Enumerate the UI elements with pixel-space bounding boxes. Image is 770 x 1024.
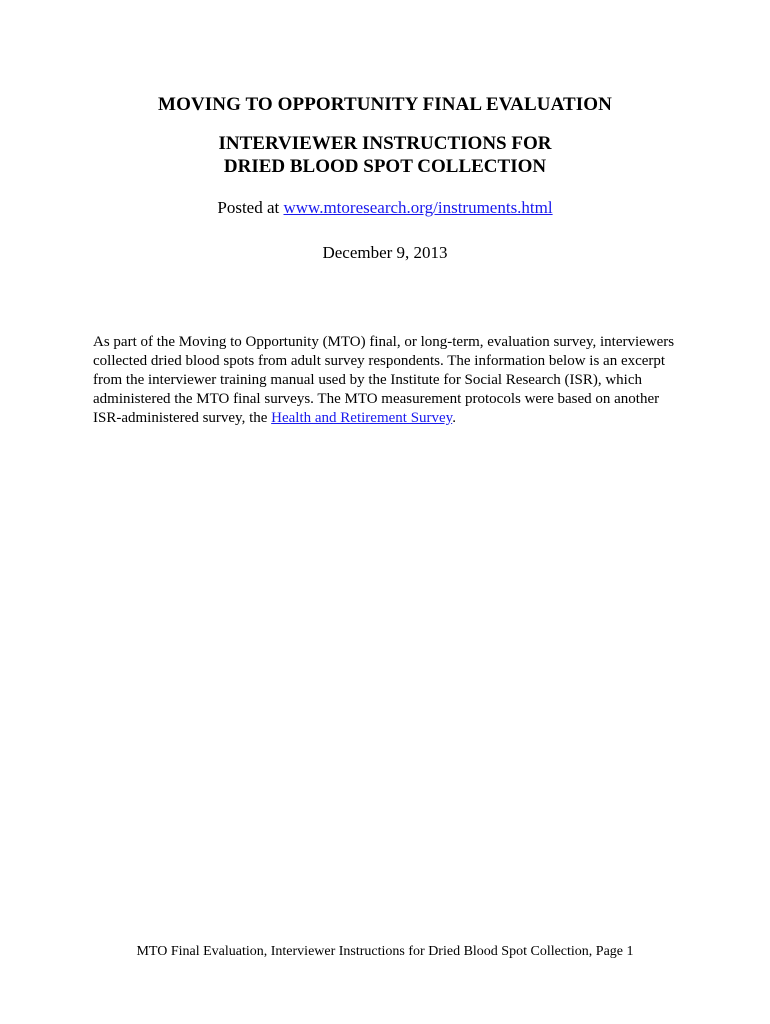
intro-line-5 <box>93 409 693 428</box>
document-subtitle-line-2: DRIED BLOOD SPOT COLLECTION <box>223 156 547 177</box>
intro-last-prefix: ISR-administered survey, the <box>93 410 272 426</box>
posted-prefix: Posted at <box>217 198 284 217</box>
intro-line-2: collected dried blood spots from adult survey respondents. The information below is an excerpt <box>93 353 666 369</box>
intro-paragraph <box>93 333 693 428</box>
intro-line-3: from the interviewer training manual used by the Institute for Social Research (ISR), which <box>93 372 643 388</box>
posted-at-line <box>0 198 770 218</box>
health-retirement-survey-link[interactable]: Health and Retirement Survey <box>271 410 453 426</box>
intro-line-4: administered the MTO final surveys. The MTO measurement protocols were based on another <box>93 391 660 407</box>
document-date: December 9, 2013 <box>322 243 448 262</box>
document-title: MOVING TO OPPORTUNITY FINAL EVALUATION <box>158 94 612 115</box>
page-footer: MTO Final Evaluation, Interviewer Instructions for Dried Blood Spot Collection, Page 1 <box>136 944 634 959</box>
intro-last-suffix: . <box>452 410 456 426</box>
intro-line-1: As part of the Moving to Opportunity (MTO) final, or long-term, evaluation survey, interviewers <box>93 334 675 350</box>
instruments-link[interactable]: www.mtoresearch.org/instruments.html <box>283 198 553 217</box>
document-subtitle-line-1: INTERVIEWER INSTRUCTIONS FOR <box>218 133 552 154</box>
